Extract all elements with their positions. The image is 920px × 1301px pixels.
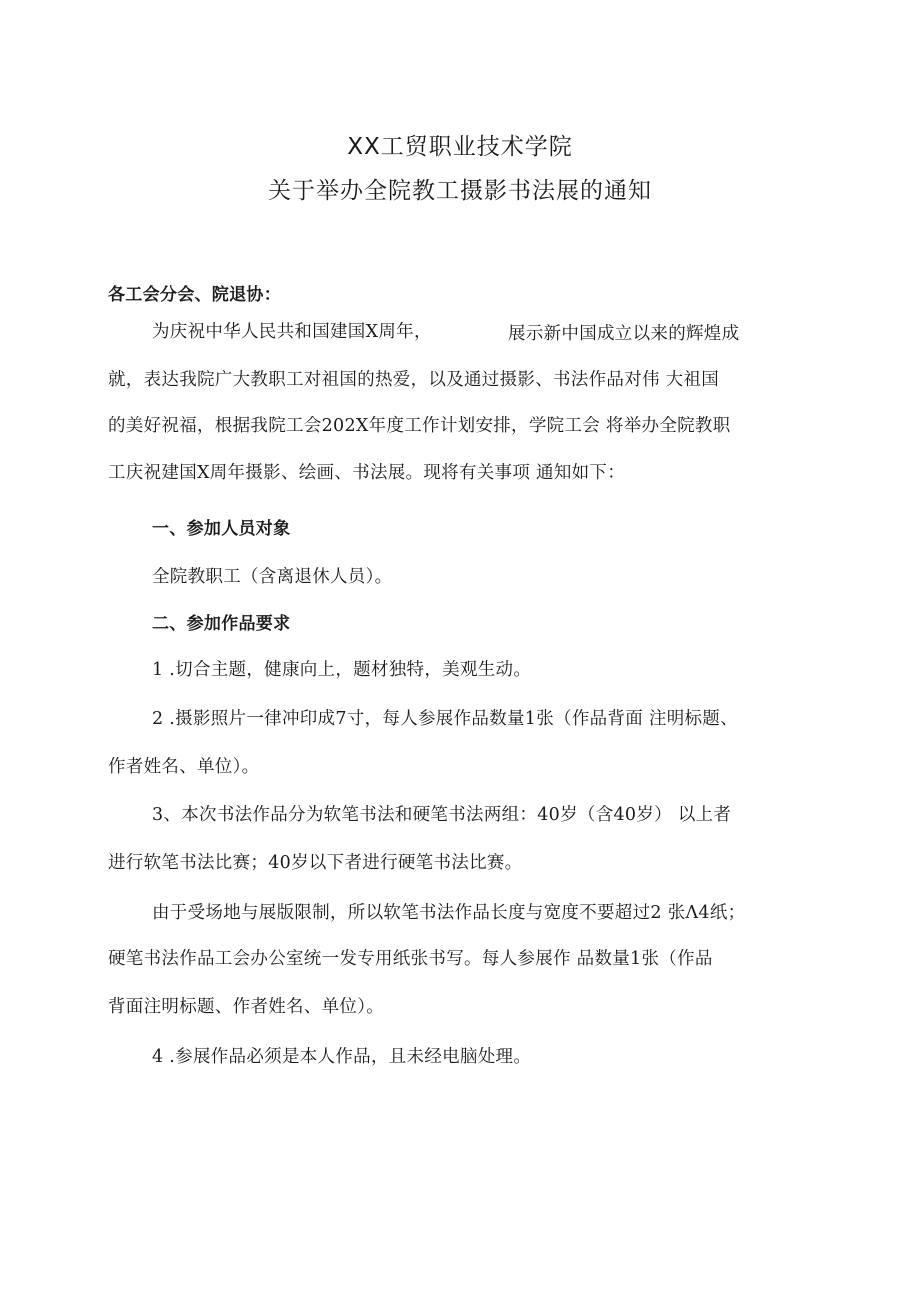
requirement-item-3b-line-2: 硬笔书法作品工会办公室统一发专用纸张书写。每人参展作 品数量1张（作品 — [108, 949, 713, 969]
section-2-heading: 二、参加作品要求 — [152, 614, 291, 634]
intro-line-2: 就，表达我院广大教职工对祖国的热爱，以及通过摄影、书法作品对伟 大祖国 — [108, 370, 720, 390]
section-1-heading: 一、参加人员对象 — [152, 519, 291, 539]
requirement-item-3-line-2: 进行软笔书法比赛；40岁以下者进行硬笔书法比赛。 — [108, 853, 523, 873]
salutation: 各工会分会、院退协： — [108, 285, 281, 305]
requirement-item-3b-line-1: 由于受场地与展版限制，所以软笔书法作品长度与宽度不要超过2 张Λ4纸； — [152, 903, 746, 923]
intro-line-3: 的美好祝福，根据我院工会202X年度工作计划安排，学院工会 将举办全院教职 — [108, 416, 731, 436]
requirement-item-2-line-1: 2 .摄影照片一律冲印成7寸，每人参展作品数量1张（作品背面 注明标题、 — [152, 709, 738, 729]
institution-title: XX工贸职业技术学院 — [347, 134, 573, 160]
intro-line-1a: 为庆祝中华人民共和国建国X周年， — [152, 322, 432, 342]
requirement-item-3-line-1: 3、本次书法作品分为软笔书法和硬笔书法两组：40岁（含40岁） 以上者 — [152, 805, 732, 825]
section-1-body: 全院教职工（含离退休人员）。 — [152, 567, 393, 587]
intro-line-1b: 展示新中国成立以来的辉煌成 — [508, 324, 740, 344]
intro-line-4: 工庆祝建国X周年摄影、绘画、书法展。现将有关事项 通知如下： — [108, 463, 626, 483]
requirement-item-3b-line-3: 背面注明标题、作者姓名、单位）。 — [108, 997, 385, 1017]
requirement-item-4: 4 .参展作品必须是本人作品，且未经电脑处理。 — [152, 1047, 532, 1067]
requirement-item-1: 1 .切合主题，健康向上，题材独特，美观生动。 — [152, 660, 532, 680]
notice-title: 关于举办全院教工摄影书法展的通知 — [268, 178, 652, 204]
requirement-item-2-line-2: 作者姓名、单位）。 — [108, 757, 260, 777]
